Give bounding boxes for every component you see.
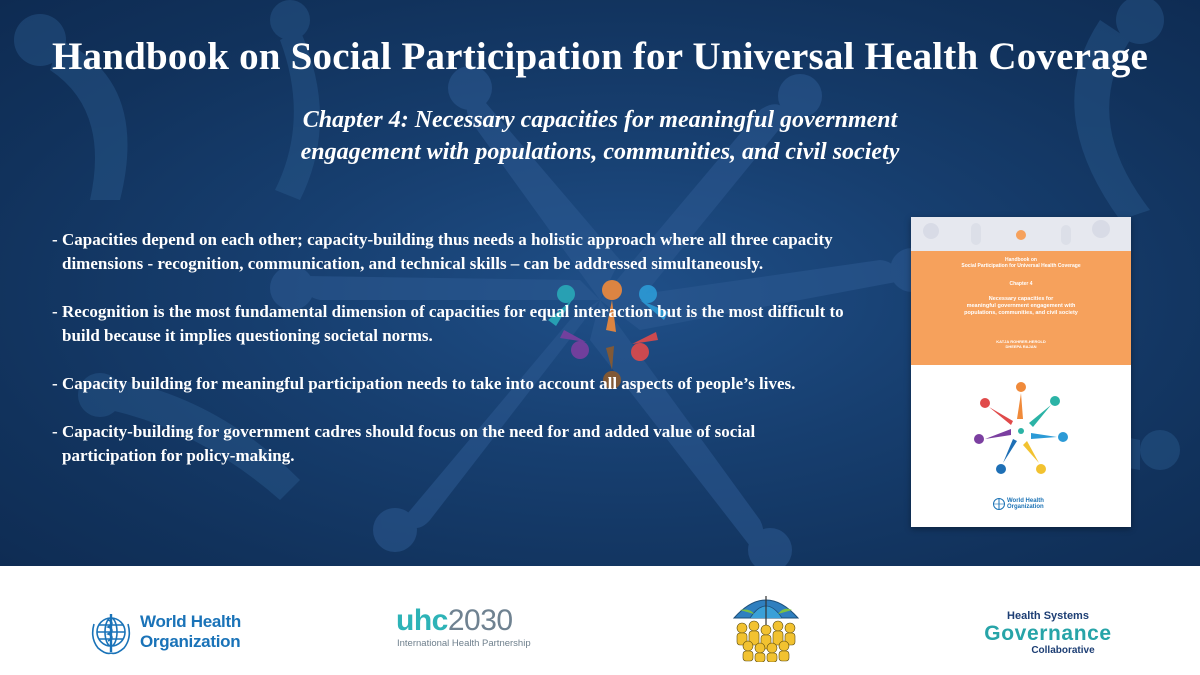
uhc-prefix: uhc bbox=[396, 604, 448, 637]
uhc-year: 2030 bbox=[447, 604, 513, 637]
cover-who-text bbox=[1007, 498, 1044, 510]
cover-handbook-label bbox=[911, 257, 1131, 269]
subtitle-line-2: engagement with populations, communities, and civil society bbox=[300, 139, 900, 165]
hsg-line-3: Collaborative bbox=[1031, 645, 1095, 656]
page-title: Handbook on Social Participation for Universal Health Coverage bbox=[51, 35, 1149, 78]
cover-top-pattern bbox=[911, 217, 1131, 251]
cover-who-line-1: World Health bbox=[1007, 498, 1044, 504]
cover-photo-strip bbox=[911, 217, 1131, 251]
chapter-subtitle bbox=[200, 104, 1000, 168]
hsg-line-1: Health Systems bbox=[1007, 610, 1089, 622]
handbook-cover-image bbox=[911, 217, 1131, 527]
logo-footer bbox=[0, 566, 1200, 675]
cover-title-line-2: meaningful government engagement with bbox=[966, 303, 1076, 309]
subtitle-line-1: Chapter 4: Necessary capacities for meaningful government bbox=[302, 107, 898, 133]
cover-handbook-line-1: Handbook on bbox=[1005, 257, 1037, 263]
uhc2030-wordmark bbox=[396, 604, 513, 638]
key-point-2 bbox=[52, 300, 852, 348]
uhc2030-logo bbox=[396, 604, 536, 654]
who-logo bbox=[88, 610, 248, 660]
cover-who-logo bbox=[993, 497, 1044, 515]
people-circle-icon bbox=[971, 379, 1071, 479]
key-point-1 bbox=[52, 228, 852, 276]
cover-chapter-label: Chapter 4 bbox=[1009, 281, 1033, 287]
who-line-1: World Health bbox=[140, 612, 241, 631]
bullet-dash: - bbox=[52, 230, 58, 249]
bullet-dash: - bbox=[52, 422, 58, 441]
cover-who-line-2: Organization bbox=[1007, 504, 1044, 510]
cover-author-2: DHEEPA RAJAN bbox=[1005, 344, 1037, 349]
who-line-2: Organization bbox=[140, 632, 241, 651]
cover-authors bbox=[911, 339, 1131, 349]
cover-author-1: KATJA ROHRER-HEROLD bbox=[996, 339, 1046, 344]
key-point-text: Capacity-building for government cadres should focus on the need for and added value of social participation for policy-making. bbox=[62, 422, 756, 465]
umbrella-people-logo bbox=[730, 588, 802, 662]
uhc2030-tagline: International Health Partnership bbox=[397, 638, 531, 649]
key-point-4 bbox=[52, 420, 852, 468]
key-point-text: Capacities depend on each other; capacity-building thus needs a holistic approach where all three capacity dimensions - recognition, communication, and technical skills – can be addressed simultaneously. bbox=[62, 230, 833, 273]
cover-title-line-3: populations, communities, and civil society bbox=[964, 310, 1078, 316]
who-wordmark bbox=[140, 612, 241, 652]
cover-title-line-1: Necessary capacities for bbox=[988, 296, 1054, 302]
hsg-collaborative-logo bbox=[978, 610, 1118, 654]
key-point-text: Capacity building for meaningful participation needs to take into account all aspects of people’s lives. bbox=[62, 374, 796, 393]
umbrella-crowd-icon bbox=[730, 588, 802, 662]
hsg-line-2: Governance bbox=[984, 622, 1112, 645]
who-emblem-icon bbox=[88, 610, 134, 656]
bullet-dash: - bbox=[52, 302, 58, 321]
cover-who-emblem-icon bbox=[993, 498, 1005, 510]
key-point-text: Recognition is the most fundamental dimension of capacities for equal interaction but is the most difficult to build because it implies questioning societal norms. bbox=[62, 302, 844, 345]
bullet-dash: - bbox=[52, 374, 58, 393]
cover-title bbox=[931, 296, 1111, 317]
key-point-3 bbox=[52, 372, 852, 396]
cover-handbook-line-2: Social Participation for Universal Health Coverage bbox=[961, 263, 1081, 269]
key-points-list bbox=[52, 228, 852, 492]
